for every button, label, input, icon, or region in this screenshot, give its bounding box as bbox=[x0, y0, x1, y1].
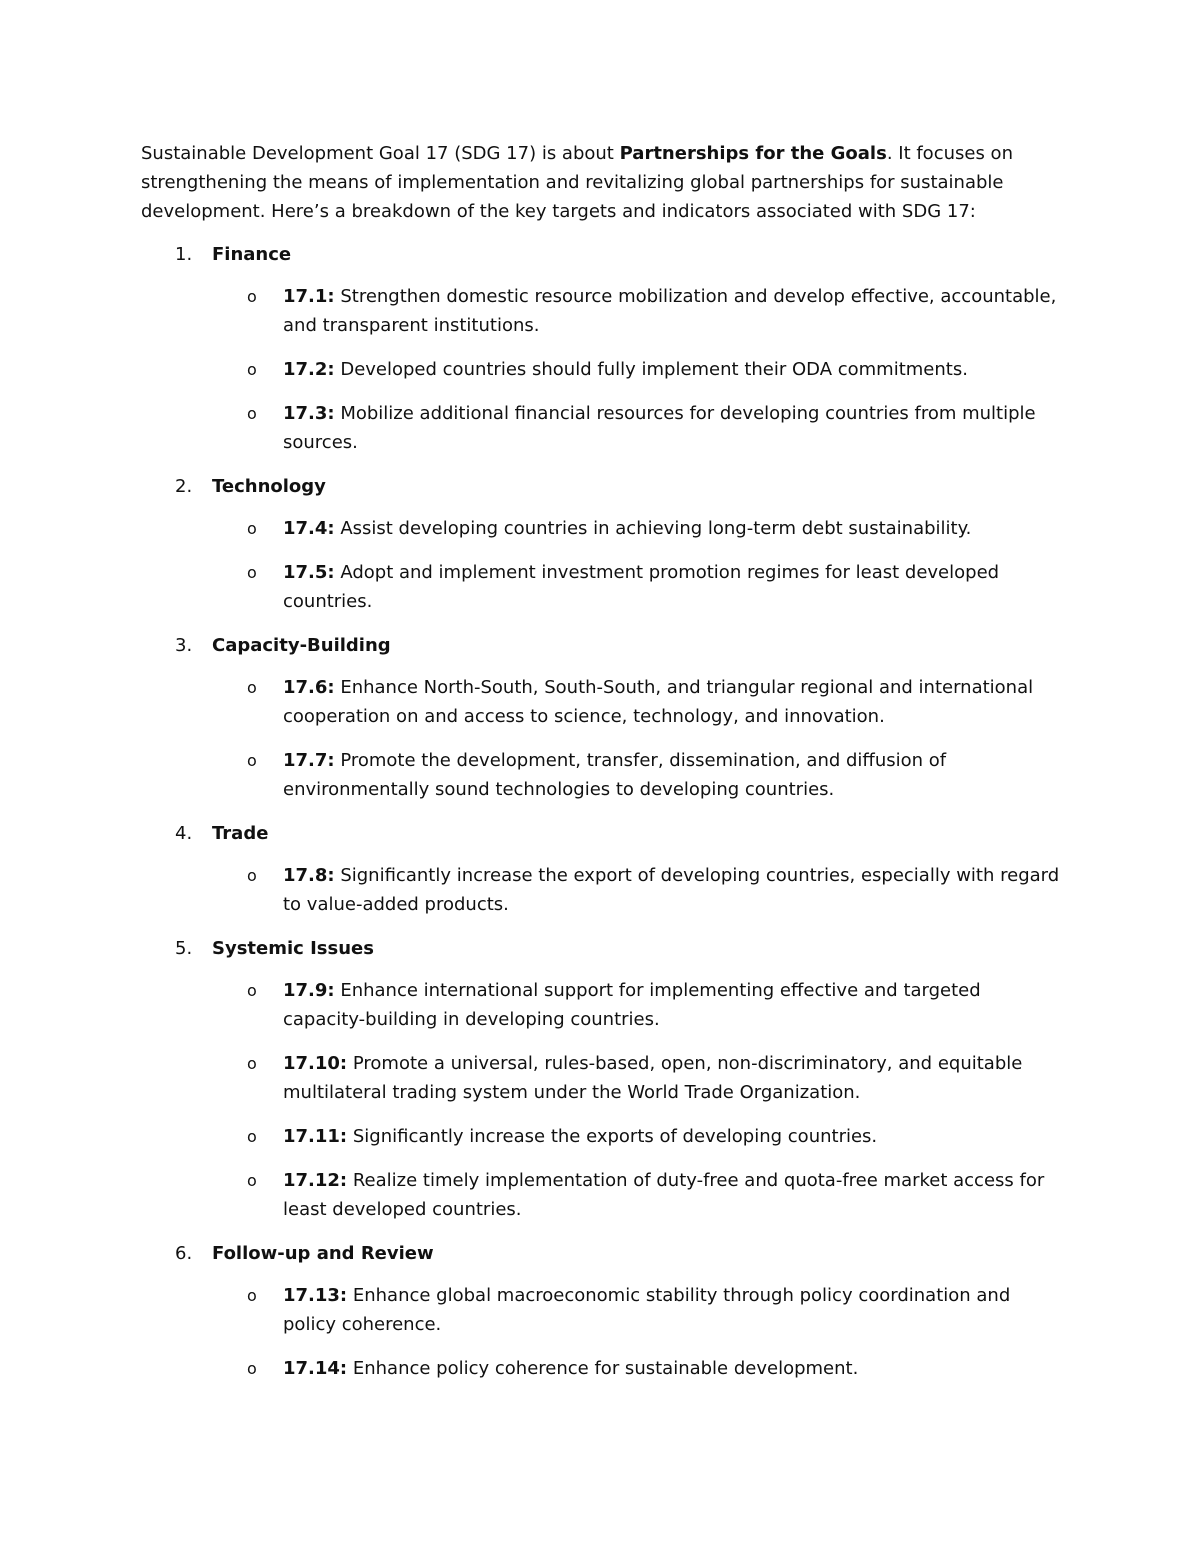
target-item bbox=[141, 399, 1061, 457]
section-item bbox=[141, 819, 1061, 919]
bullet-icon: o bbox=[247, 360, 257, 379]
target-item bbox=[141, 1166, 1061, 1224]
section-item bbox=[141, 934, 1061, 1224]
bullet-icon: o bbox=[247, 1359, 257, 1378]
target-item bbox=[141, 1122, 1061, 1151]
target-item bbox=[141, 1049, 1061, 1107]
section-title: Capacity-Building bbox=[212, 635, 391, 656]
bullet-icon: o bbox=[247, 563, 257, 582]
sections-list bbox=[141, 240, 1061, 1383]
targets-list bbox=[141, 282, 1061, 457]
bullet-icon: o bbox=[247, 287, 257, 306]
target-text: Enhance international support for implementing effective and targeted capacity-building in developing countries. bbox=[283, 980, 981, 1030]
target-id: 17.6: bbox=[283, 677, 335, 698]
section-heading bbox=[141, 631, 1061, 660]
targets-list bbox=[141, 514, 1061, 616]
section-title: Follow-up and Review bbox=[212, 1243, 434, 1264]
target-id: 17.3: bbox=[283, 403, 335, 424]
section-title: Finance bbox=[212, 244, 292, 265]
bullet-icon: o bbox=[247, 678, 257, 697]
targets-list bbox=[141, 1281, 1061, 1383]
target-text: Significantly increase the exports of developing countries. bbox=[347, 1126, 878, 1147]
target-id: 17.11: bbox=[283, 1126, 348, 1147]
section-number: 6. bbox=[175, 1243, 193, 1264]
section-heading bbox=[141, 819, 1061, 848]
target-item bbox=[141, 746, 1061, 804]
target-id: 17.9: bbox=[283, 980, 335, 1001]
target-text: Promote the development, transfer, dissemination, and diffusion of environmentally sound technologies to developing countries. bbox=[283, 750, 947, 800]
target-text: Significantly increase the export of developing countries, especially with regard to value-added products. bbox=[283, 865, 1060, 915]
section-number: 1. bbox=[175, 244, 193, 265]
target-text: Promote a universal, rules-based, open, non-discriminatory, and equitable multilateral trading system under the World Trade Organization. bbox=[283, 1053, 1023, 1103]
section-title: Technology bbox=[212, 476, 326, 497]
target-id: 17.1: bbox=[283, 286, 335, 307]
target-id: 17.4: bbox=[283, 518, 335, 539]
target-id: 17.14: bbox=[283, 1358, 348, 1379]
intro-paragraph bbox=[141, 139, 1061, 226]
target-item bbox=[141, 1354, 1061, 1383]
target-text: Strengthen domestic resource mobilization and develop effective, accountable, and transparent institutions. bbox=[283, 286, 1057, 336]
target-item bbox=[141, 355, 1061, 384]
section-title: Systemic Issues bbox=[212, 938, 374, 959]
bullet-icon: o bbox=[247, 1127, 257, 1146]
target-id: 17.8: bbox=[283, 865, 335, 886]
targets-list bbox=[141, 861, 1061, 919]
section-title: Trade bbox=[212, 823, 269, 844]
section-heading bbox=[141, 472, 1061, 501]
section-number: 5. bbox=[175, 938, 193, 959]
target-item bbox=[141, 861, 1061, 919]
target-item bbox=[141, 673, 1061, 731]
target-item bbox=[141, 976, 1061, 1034]
intro-text-end: . It focuses on strengthening the means of implementation and revitalizing global partnerships for sustainable development. Here’s a breakdown of the key targets and indicators associated with SDG 17: bbox=[141, 143, 1013, 222]
document-page bbox=[141, 139, 1061, 1398]
bullet-icon: o bbox=[247, 981, 257, 1000]
target-text: Developed countries should fully implement their ODA commitments. bbox=[334, 359, 968, 380]
target-text: Enhance North-South, South-South, and triangular regional and international cooperation on and access to science, technology, and innovation. bbox=[283, 677, 1034, 727]
target-text: Enhance global macroeconomic stability through policy coordination and policy coherence. bbox=[283, 1285, 1011, 1335]
target-id: 17.5: bbox=[283, 562, 335, 583]
target-text: Realize timely implementation of duty-free and quota-free market access for least developed countries. bbox=[283, 1170, 1045, 1220]
target-id: 17.10: bbox=[283, 1053, 348, 1074]
bullet-icon: o bbox=[247, 1286, 257, 1305]
bullet-icon: o bbox=[247, 866, 257, 885]
target-id: 17.13: bbox=[283, 1285, 348, 1306]
section-number: 2. bbox=[175, 476, 193, 497]
bullet-icon: o bbox=[247, 1171, 257, 1190]
intro-bold-phrase: Partnerships for the Goals bbox=[619, 143, 887, 164]
section-number: 4. bbox=[175, 823, 193, 844]
target-item bbox=[141, 1281, 1061, 1339]
target-text: Adopt and implement investment promotion regimes for least developed countries. bbox=[283, 562, 1000, 612]
target-text: Enhance policy coherence for sustainable development. bbox=[347, 1358, 859, 1379]
section-item bbox=[141, 631, 1061, 804]
target-item bbox=[141, 514, 1061, 543]
section-heading bbox=[141, 1239, 1061, 1268]
intro-text-start: Sustainable Development Goal 17 (SDG 17) is about bbox=[141, 143, 620, 164]
target-id: 17.7: bbox=[283, 750, 335, 771]
target-text: Assist developing countries in achieving long-term debt sustainability. bbox=[334, 518, 972, 539]
target-item bbox=[141, 558, 1061, 616]
bullet-icon: o bbox=[247, 1054, 257, 1073]
target-id: 17.2: bbox=[283, 359, 335, 380]
section-item bbox=[141, 1239, 1061, 1383]
bullet-icon: o bbox=[247, 519, 257, 538]
section-number: 3. bbox=[175, 635, 193, 656]
targets-list bbox=[141, 673, 1061, 804]
bullet-icon: o bbox=[247, 751, 257, 770]
section-item bbox=[141, 472, 1061, 616]
bullet-icon: o bbox=[247, 404, 257, 423]
section-heading bbox=[141, 934, 1061, 963]
section-heading bbox=[141, 240, 1061, 269]
targets-list bbox=[141, 976, 1061, 1224]
target-id: 17.12: bbox=[283, 1170, 348, 1191]
target-item bbox=[141, 282, 1061, 340]
target-text: Mobilize additional financial resources for developing countries from multiple sources. bbox=[283, 403, 1036, 453]
section-item bbox=[141, 240, 1061, 457]
